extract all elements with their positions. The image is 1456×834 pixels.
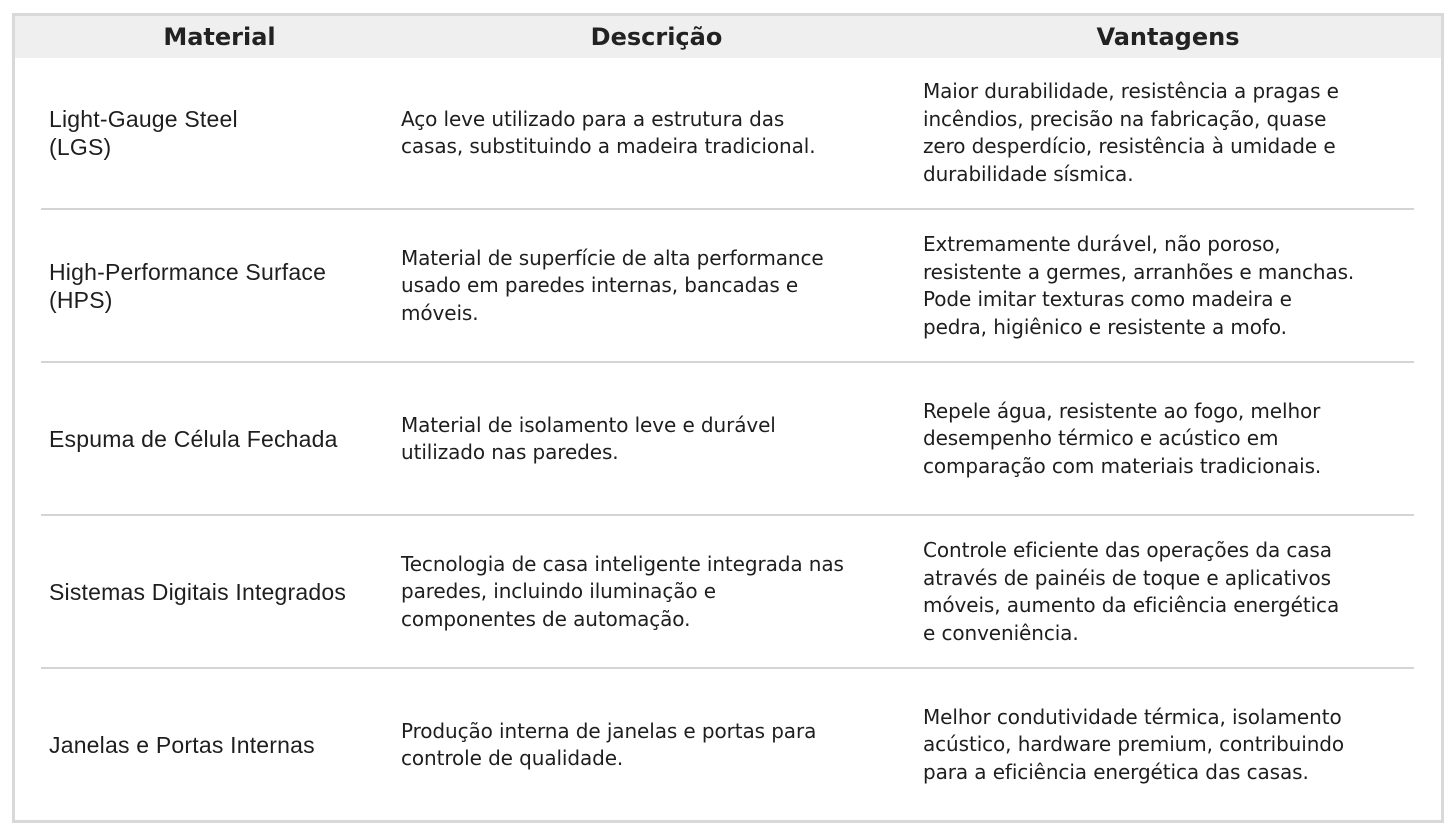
material-cell [49, 670, 394, 820]
descricao-cell [401, 211, 911, 361]
table-row [41, 211, 1414, 363]
vantagens-text: Melhor condutividade térmica, isolamento acústico, hardware premium, contribuindo para a eficiência energética das casas. [923, 704, 1345, 784]
table-row [41, 364, 1414, 516]
vantagens-text: Maior durabilidade, resistência a pragas e incêndios, precisão na fabricação, quase zero desperdício, resistência à umidade e durabilidade sísmica. [923, 79, 1339, 186]
material-name: Sistemas Digitais Integrados [49, 579, 347, 605]
header-descricao: Descrição [590, 23, 723, 51]
vantagens-cell [923, 670, 1415, 820]
material-name: High-Performance Surface (HPS) [49, 259, 327, 313]
descricao-cell [401, 670, 911, 820]
vantagens-text: Controle eficiente das operações da casa através de painéis de toque e aplicativos móveis, aumento da eficiência energética e conveniência. [923, 538, 1340, 645]
descricao-text: Tecnologia de casa inteligente integrada nas paredes, incluindo iluminação e componentes de automação. [401, 551, 844, 631]
material-name: Light-Gauge Steel (LGS) [49, 106, 238, 160]
descricao-cell [401, 364, 911, 514]
header-vantagens: Vantagens [1096, 23, 1240, 51]
descricao-cell [401, 517, 911, 667]
table-header [15, 16, 1441, 58]
vantagens-cell [923, 517, 1415, 667]
descricao-text: Material de isolamento leve e durável utilizado nas paredes. [401, 412, 776, 464]
vantagens-cell [923, 364, 1415, 514]
material-name: Espuma de Célula Fechada [49, 426, 338, 452]
descricao-text: Produção interna de janelas e portas para controle de qualidade. [401, 718, 817, 770]
materials-table [12, 13, 1444, 823]
vantagens-cell [923, 58, 1415, 208]
material-cell [49, 364, 394, 514]
material-name: Janelas e Portas Internas [49, 732, 315, 758]
table-row [41, 670, 1414, 822]
descricao-text: Material de superfície de alta performance usado em paredes internas, bancadas e móveis. [401, 245, 824, 325]
table-row [41, 58, 1414, 210]
vantagens-text: Repele água, resistente ao fogo, melhor desempenho térmico e acústico em comparação com materiais tradicionais. [923, 398, 1322, 478]
descricao-text: Aço leve utilizado para a estrutura das casas, substituindo a madeira tradicional. [401, 106, 816, 158]
material-cell [49, 58, 394, 208]
vantagens-cell [923, 211, 1415, 361]
vantagens-text: Extremamente durável, não poroso, resistente a germes, arranhões e manchas. Pode imitar texturas como madeira e pedra, higiênico e resistente a mofo. [923, 232, 1355, 339]
material-cell [49, 517, 394, 667]
header-material: Material [163, 23, 276, 51]
material-cell [49, 211, 394, 361]
table-row [41, 517, 1414, 669]
descricao-cell [401, 58, 911, 208]
